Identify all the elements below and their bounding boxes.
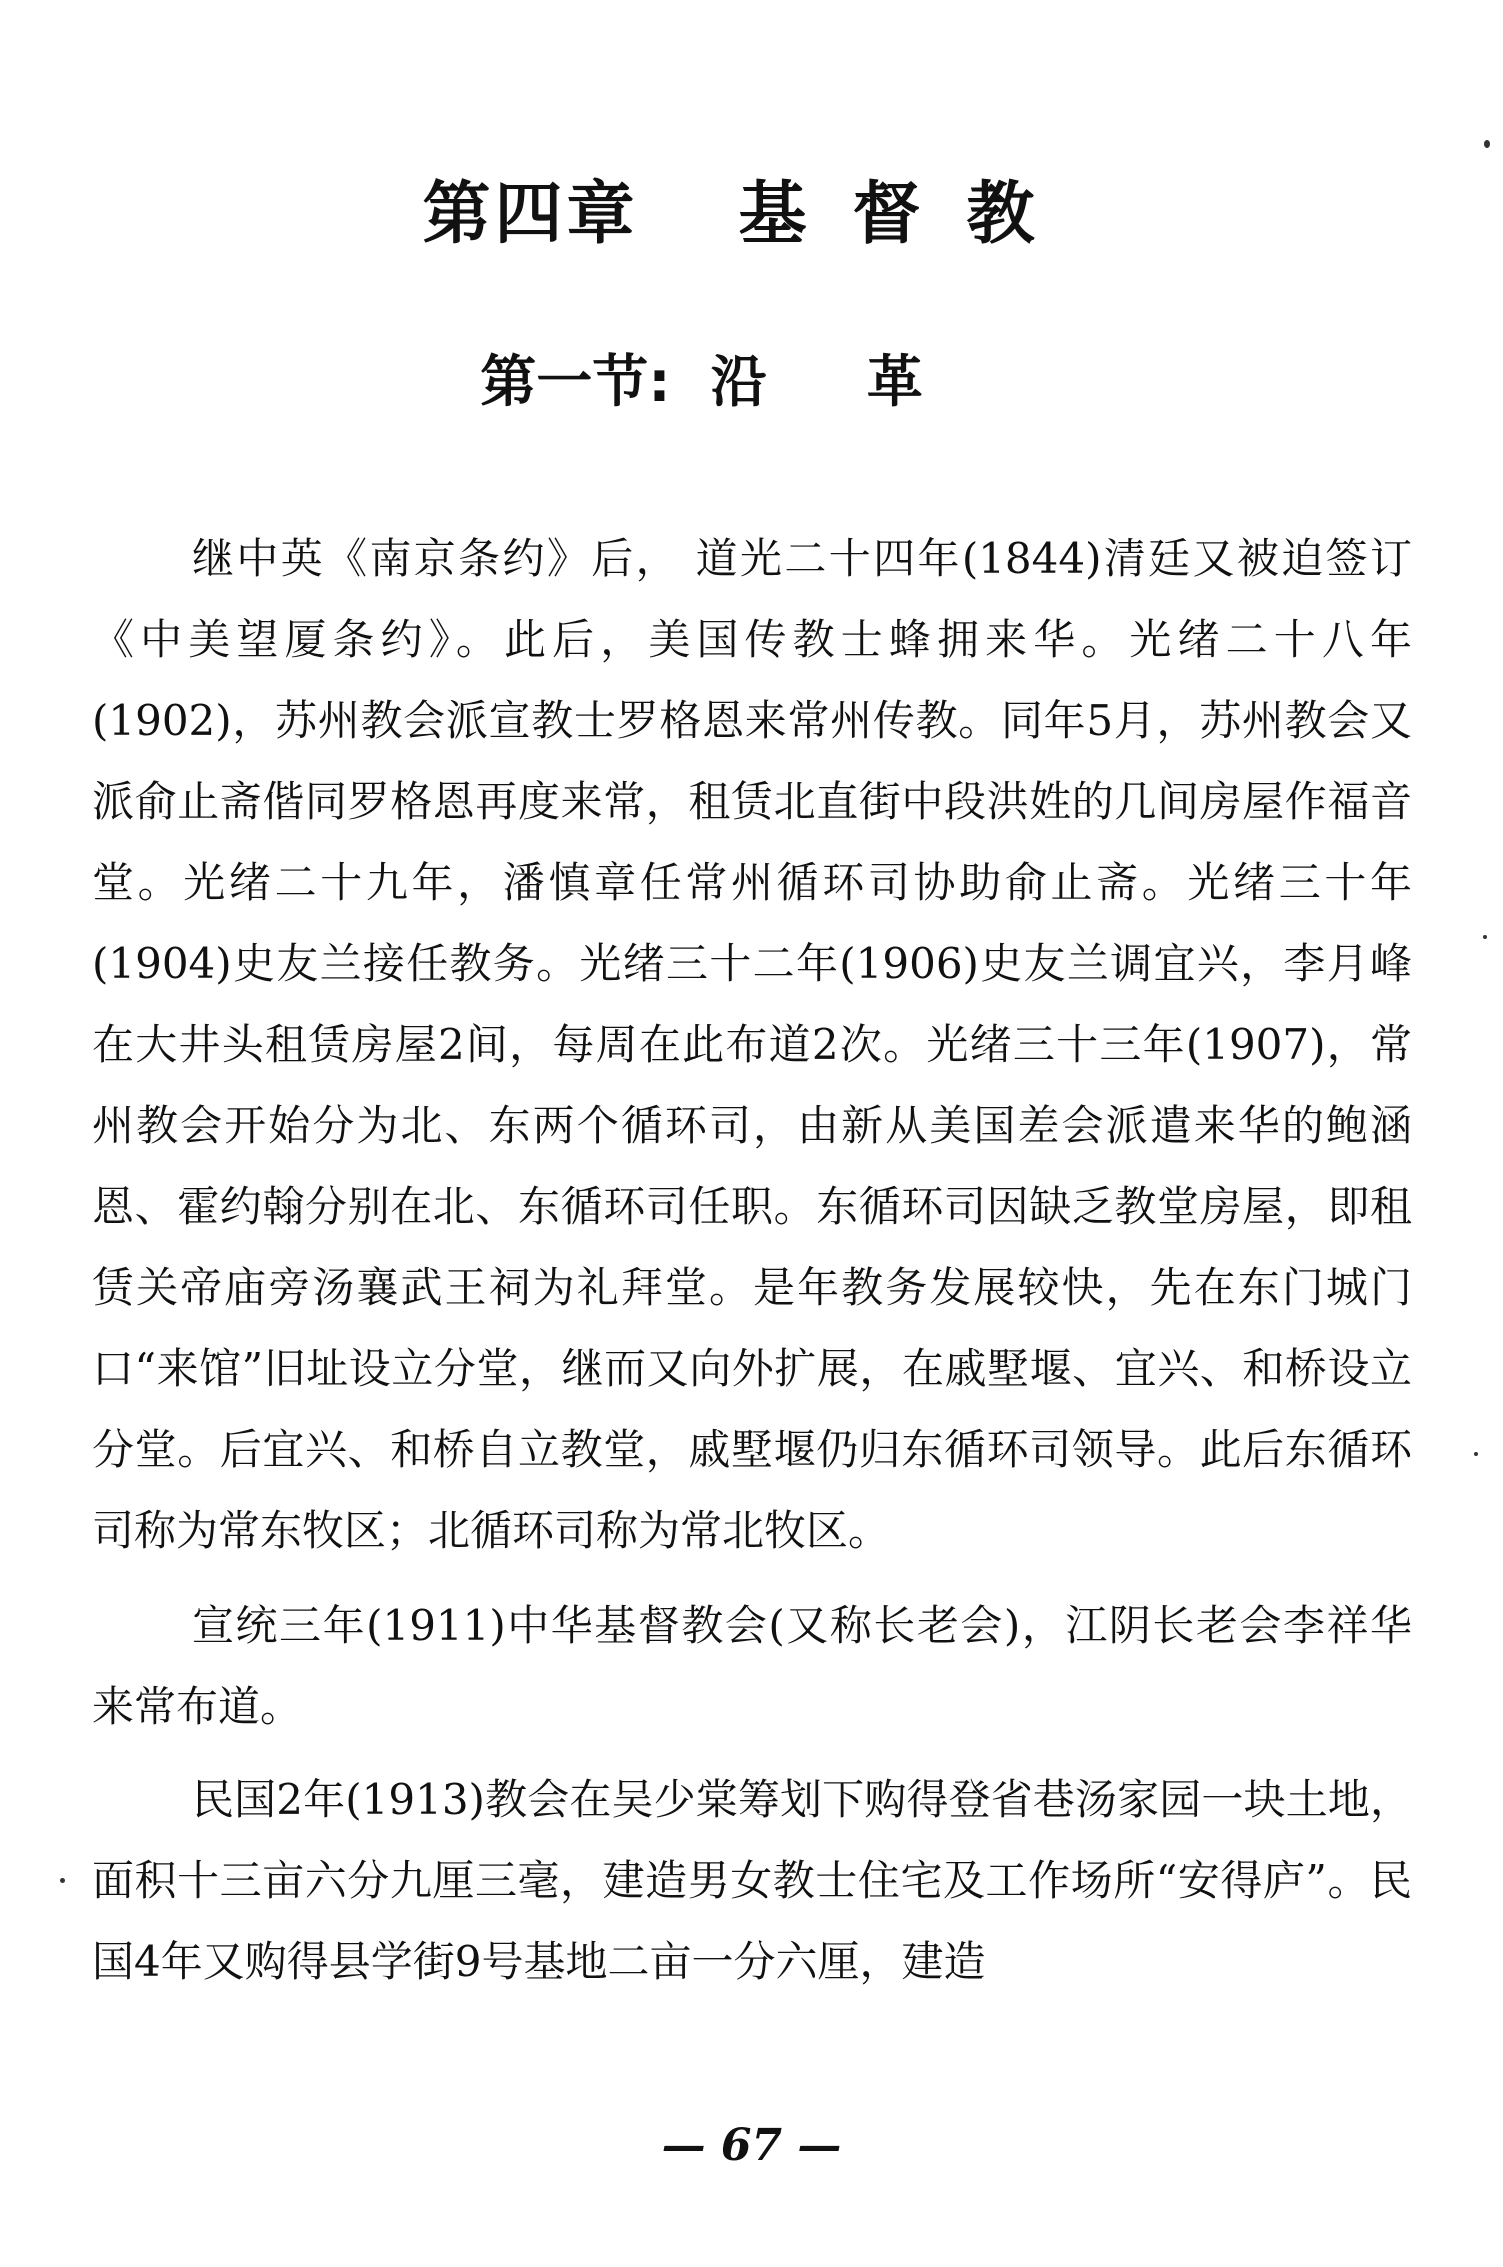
paragraph: 民国2年(1913)教会在吴少棠筹划下购得登省巷汤家园一块土地，面积十三亩六分九厘三毫，建造男女教士住宅及工作场所“安得庐”。民国4年又购得县学街9号基地二亩一分六厘，建造: [92, 1775, 1412, 1986]
chapter-name: 基督教: [738, 175, 1081, 254]
chapter-title: [0, 160, 1503, 257]
section-prefix: 第一节:: [480, 350, 671, 415]
body-text: [92, 518, 1412, 2014]
scan-speck: [1474, 1452, 1478, 1456]
paragraph: 宣统三年(1911)中华基督教会(又称长老会)，江阴长老会李祥华来常布道。: [92, 1601, 1412, 1731]
scan-speck: [60, 1878, 65, 1883]
scan-speck: [1484, 140, 1490, 148]
paragraph: 继中英《南京条约》后， 道光二十四年(1844)清廷又被迫签订《中美望厦条约》。此后，美国传教士蜂拥来华。光绪二十八年(1902)，苏州教会派宣教士罗格恩来常州传教。同年5月，苏州教会又派俞止斋偕同罗格恩再度来常，租赁北直街中段洪姓的几间房屋作福音堂。光绪二十九年，潘慎章任常州循环司协助俞止斋。光绪三十年(1904)史友兰接任教务。光绪三十二年(1906)史友兰调宜兴，李月峰在大井头租赁房屋2间，每周在此布道2次。光绪三十三年(1907)，常州教会开始分为北、东两个循环司，由新从美国差会派遣来华的鲍涵恩、霍约翰分别在北、东循环司任职。东循环司因缺乏教堂房屋，即租赁关帝庙旁汤襄武王祠为礼拜堂。是年教务发展较快，先在东门城门口“来馆”旧址设立分堂，继而又向外扩展，在戚墅堰、宜兴、和桥设立分堂。后宜兴、和桥自立教堂，戚墅堰仍归东循环司领导。此后东循环司称为常东牧区；北循环司称为常北牧区。: [92, 534, 1412, 1555]
section-name: 沿革: [710, 350, 1023, 415]
chapter-prefix: 第四章: [422, 175, 639, 254]
section-title: [0, 338, 1503, 418]
page-number: — 67 —: [661, 2120, 842, 2171]
scan-speck: [1483, 935, 1487, 939]
